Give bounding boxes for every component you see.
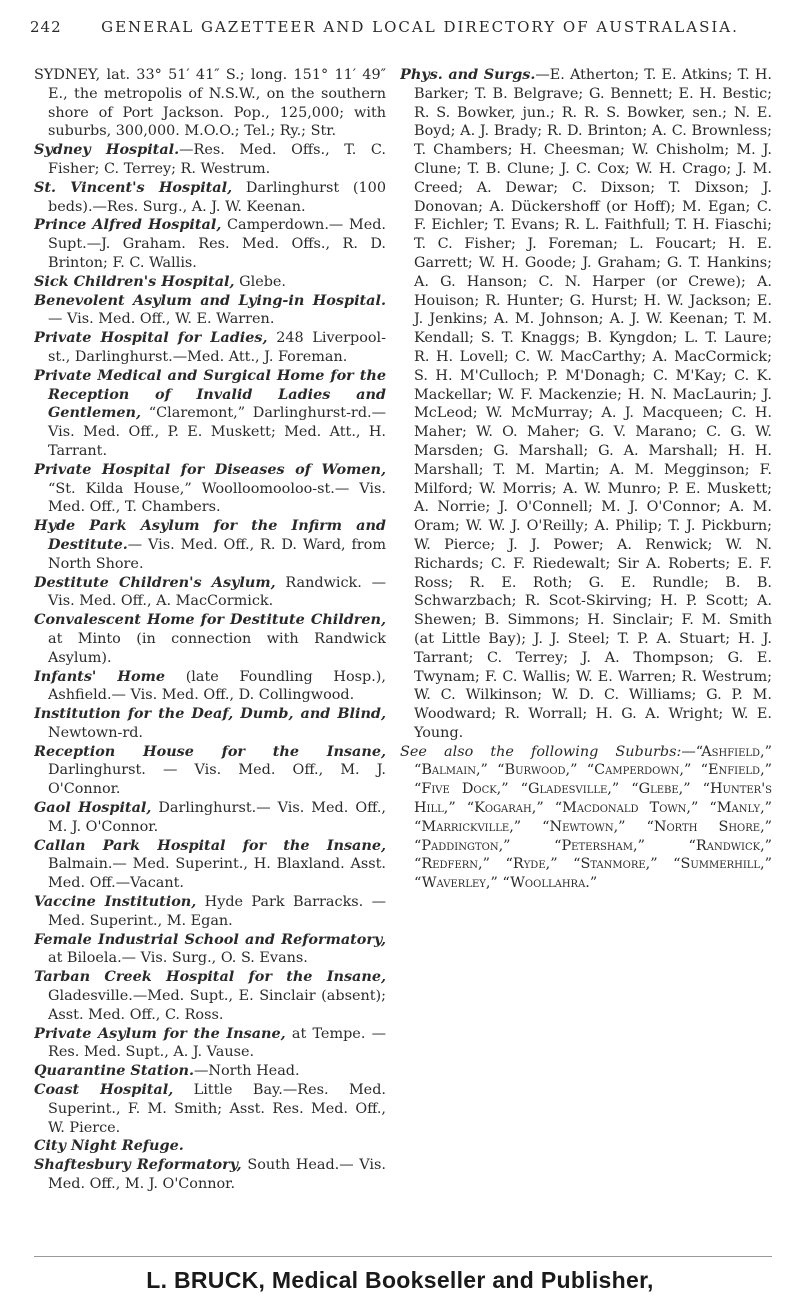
entry-body: 248 Liverpool-st., Darlinghurst.—Med. Att., J. Foreman. [48, 330, 386, 365]
entry-body: Darlinghurst (100 beds).—Res. Surg., A. J. W. Keenan. [48, 179, 386, 215]
footer-advert: L. BRUCK, Medical Bookseller and Publisher, [146, 1267, 654, 1293]
entry-body: at Minto (in connection with Randwick Asylum). [48, 630, 386, 666]
hospital-entry [34, 1025, 386, 1063]
entry-lead: Quarantine Station. [34, 1062, 194, 1080]
hospital-entry [34, 931, 386, 969]
running-title: GENERAL GAZETTEER AND LOCAL DIRECTORY OF AUSTRALASIA. [101, 18, 739, 36]
entry-body: Hyde Park Barracks. —Med. Superint., M. Egan. [48, 894, 386, 929]
entry-body: “Claremont,” Darlinghurst-rd.— Vis. Med. Off., P. E. Muskett; Med. Att., H. Tarrant. [48, 405, 386, 459]
entry-body: Newtown-rd. [48, 724, 143, 741]
hospital-entry [34, 893, 386, 931]
entry-lead: Shaftesbury Reformatory, [34, 1156, 242, 1174]
entry-lead: Private Asylum for the Insane, [34, 1024, 286, 1042]
entry-lead: Infants' Home [34, 667, 166, 685]
see-also-suburbs [400, 743, 772, 893]
hospital-entry [34, 799, 386, 837]
entry-body: — Vis. Med. Off., W. E. Warren. [48, 311, 275, 328]
entry-body: Randwick. — Vis. Med. Off., A. MacCormick. [48, 574, 386, 610]
hospital-entry [34, 574, 386, 612]
left-column [34, 66, 386, 1266]
entry-lead: Benevolent Asylum and Lying-in Hospital. [34, 291, 386, 309]
entry-body: Darlinghurst. — Vis. Med. Off., M. J. O'Connor. [48, 762, 386, 798]
entry-lead: Coast Hospital, [34, 1081, 174, 1099]
hospital-entry [34, 273, 386, 292]
suburbs-text: —“Ashfield,” “Balmain,” “Burwood,” “Camperdown,” “Enfield,” “Five Dock,” “Gladesville,” “Glebe,” “Hunter's Hill,” “Kogarah,” “Macdonald Town,” “Manly,” “Marrickville,” “Newtown,” “North Shore,” “Paddington,” “Petersham,” “Randwick,” “Redfern,” “Ryde,” “Stanmore,” “Summerhill,” “Waverley,” “Woollahra.” [414, 743, 772, 892]
entry-body: Little Bay.—Res. Med. Superint., F. M. Smith; Asst. Res. Med. Off., W. Pierce. [48, 1082, 386, 1136]
entry-body: —North Head. [193, 1063, 300, 1080]
entry-lead: Destitute Children's Asylum, [34, 573, 276, 591]
entry-body: South Head.— Vis. Med. Off., M. J. O'Connor. [48, 1157, 386, 1193]
hospital-entry [34, 517, 386, 573]
entry-lead: St. Vincent's Hospital, [34, 178, 233, 196]
page-number: 242 [30, 18, 62, 36]
entry-body: Balmain.— Med. Superint., H. Blaxland. Asst. Med. Off.—Vacant. [48, 856, 386, 892]
hospital-entry [34, 1081, 386, 1137]
physicians-list [400, 66, 772, 743]
entry-lead: Prince Alfred Hospital, [34, 216, 222, 234]
entry-lead: City Night Refuge. [34, 1137, 184, 1155]
entry-body: Gladesville.—Med. Supt., E. Sinclair (absent); Asst. Med. Off., C. Ross. [48, 988, 386, 1023]
hospital-entry [34, 668, 386, 706]
hospital-entry [34, 837, 386, 893]
entry-body: —Res. Med. Offs., T. C. Fisher; C. Terrey; R. Westrum. [48, 142, 386, 177]
entry-body: “St. Kilda House,” Woolloomooloo-st.— Vis. Med. Off., T. Chambers. [48, 480, 386, 516]
entry-lead: Vaccine Institution, [34, 893, 197, 911]
hospital-entry [34, 968, 386, 1024]
sydney-intro: SYDNEY, lat. 33° 51′ 41″ S.; long. 151° 11′ 49″ E., the metropolis of N.S.W., on the southern shore of Port Jackson. Pop., 125,000; with suburbs, 300,000. M.O.O.; Tel.; Ry.; Str. [34, 67, 386, 140]
footer-rule [34, 1256, 772, 1257]
entry-body: — Vis. Med. Off., R. D. Ward, from North Shore. [48, 536, 386, 572]
right-column [400, 66, 772, 1266]
entry-lead: Institution for the Deaf, Dumb, and Blind, [34, 705, 386, 723]
entry-lead: Tarban Creek Hospital for the Insane, [34, 968, 386, 986]
hospital-entry [34, 216, 386, 272]
physicians-lead: Phys. and Surgs. [400, 66, 536, 83]
hospital-entry [34, 743, 386, 799]
hospital-entry [34, 179, 386, 217]
hospital-entry [34, 461, 386, 517]
entry-lead: Private Hospital for Diseases of Women, [34, 460, 386, 478]
hospital-entry [34, 367, 386, 461]
entry-lead: Female Industrial School and Reformatory, [34, 930, 386, 948]
hospital-entries [34, 141, 386, 1194]
hospital-entry [34, 141, 386, 179]
see-also-lead: See also the following Suburbs: [400, 743, 682, 760]
hospital-entry [34, 1156, 386, 1194]
hospital-entry [34, 611, 386, 667]
entry-lead: Sydney Hospital. [34, 141, 180, 159]
entry-lead: Reception House for the Insane, [34, 742, 386, 760]
hospital-entry [34, 1137, 386, 1156]
entry-body: (late Foundling Hosp.), Ashfield.— Vis. Med. Off., D. Collingwood. [48, 668, 386, 704]
entry-body: Camperdown.— Med. Supt.—J. Graham. Res. Med. Offs., R. D. Brinton; F. C. Wallis. [48, 217, 386, 271]
hospital-entry [34, 329, 386, 367]
hospital-entry [34, 292, 386, 330]
entry-body: Darlinghurst.— Vis. Med. Off., M. J. O'Connor. [48, 800, 386, 835]
entry-lead: Gaol Hospital, [34, 799, 152, 817]
entry-lead: Callan Park Hospital for the Insane, [34, 836, 386, 854]
entry-body: at Tempe. —Res. Med. Supt., A. J. Vause. [48, 1025, 386, 1061]
page-header [30, 18, 770, 42]
entry-lead: Sick Children's Hospital, [34, 272, 235, 290]
entry-body: at Biloela.— Vis. Surg., O. S. Evans. [48, 950, 308, 967]
entry-body: Glebe. [234, 273, 287, 290]
entry-lead: Hyde Park Asylum for the Infirm and Destitute. [34, 517, 386, 553]
physicians-text: —E. Atherton; T. E. Atkins; T. H. Barker; T. B. Belgrave; G. Bennett; E. H. Bestic; R. S. Bowker, jun.; R. R. S. Bowker, sen.; N. E. Boyd; A. J. Brady; R. D. Brinton; A. C. Brownless; T. Chambers; H. Cheesman; W. Chisholm; M. J. Clune; T. B. Clune; J. C. Cox; W. H. Crago; J. M. Creed; A. Dewar; C. Dixson; T. Dixson; J. Donovan; A. Dückershoff (or Hoff); M. Egan; C. F. Eichler; T. Evans; R. L. Faithfull; T. H. Fiaschi; T. C. Fisher; J. Foreman; L. Foucart; H. E. Garrett; W. H. Goode; J. Graham; G. T. Hankins; A. G. Hanson; C. N. Harper (or Crewe); A. Houison; R. Hunter; G. Hurst; H. W. Jackson; E. J. Jenkins; A. M. Johnson; A. J. W. Keenan; T. M. Kendall; S. T. Knaggs; B. Kyngdon; L. T. Laure; R. H. Lovell; C. W. MacCarthy; A. MacCormick; S. H. M'Culloch; P. M'Donagh; C. M'Kay; C. K. Mackellar; W. F. Mackenzie; H. N. MacLaurin; J. McLeod; W. McMurray; A. J. Macqueen; C. H. Maher; W. O. Maher; G. V. Marano; C. G. W. Marsden; G. Marshall; G. A. Marshall; H. H. Marshall; T. M. Martin; A. M. Megginson; F. Milford; W. Morris; A. W. Munro; P. E. Muskett; A. Norrie; J. O'Connell; M. J. O'Connor; A. M. Oram; W. W. J. O'Reilly; A. Philip; T. J. Pickburn; W. Pierce; J. J. Power; A. Renwick; W. N. Richards; C. F. Riedewalt; Sir A. Roberts; E. F. Ross; R. E. Roth; G. E. Rundle; B. B. Schwarzbach; R. Scot-Skirving; H. P. Scott; A. Shewen; B. Simmons; H. Sinclair; F. M. Smith (at Little Bay); J. J. Steel; T. P. A. Stuart; H. J. Tarrant; C. Terrey; J. A. Thompson; G. E. Twynam; F. C. Wallis; W. E. Warren; R. Westrum; W. C. Wilkinson; W. D. C. Williams; G. P. M. Woodward; R. Worrall; H. G. A. Wright; W. E. Young. [414, 67, 772, 741]
entry-lead: Private Hospital for Ladies, [34, 329, 268, 347]
hospital-entry [34, 705, 386, 743]
hospital-entry [34, 1062, 386, 1081]
entry-lead: Private Medical and Surgical Home for the Reception of Invalid Ladies and Gentlemen, [34, 366, 386, 422]
entry-lead: Convalescent Home for Destitute Children, [34, 611, 386, 629]
